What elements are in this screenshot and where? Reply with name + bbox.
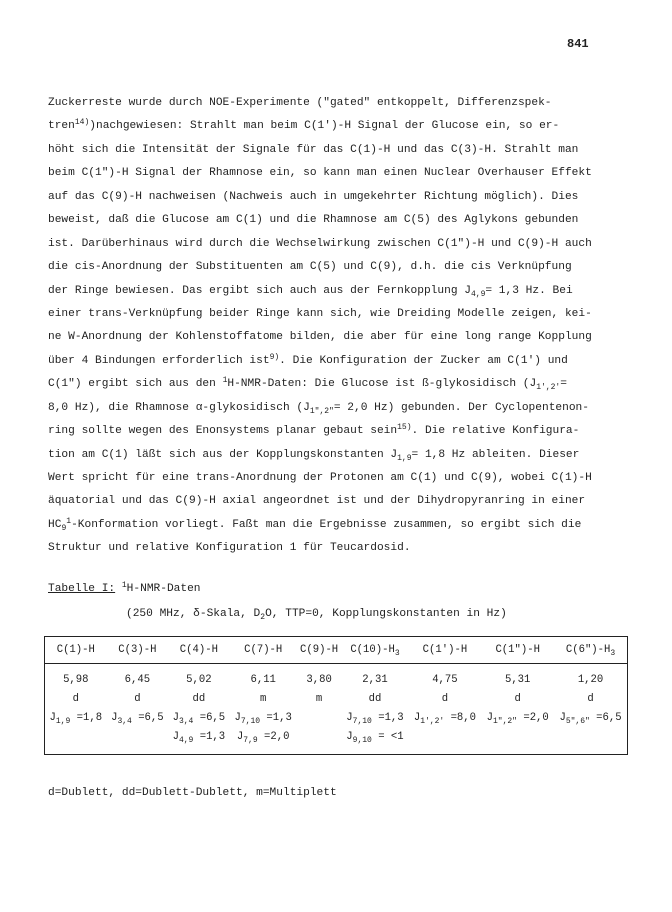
multiplicity-cell: d xyxy=(587,692,594,705)
multiplicity-cell: dd xyxy=(192,692,206,705)
table-row-couplings-2 xyxy=(45,727,628,755)
coupling-cell: $J_{7,10} =1,3$ xyxy=(346,711,404,726)
shift-cell: 6,45 xyxy=(124,673,151,686)
coupling-cell: $J_{4,9} =1,3$ xyxy=(172,730,226,745)
table-title: $^1$H-NMR-Daten xyxy=(121,581,201,595)
table-row-multiplicities xyxy=(45,689,628,708)
coupling-cell: $J_{9,10} = <1$ xyxy=(346,730,404,745)
paragraph-line: tion am C(1) läßt sich aus der Kopplungskonstanten $J_{1,9}= 1,8$ Hz ableiten. Dieser xyxy=(48,448,580,463)
coupling-cell xyxy=(297,708,342,727)
column-header: C(1')-H xyxy=(409,637,482,664)
multiplicity-cell: d xyxy=(514,692,521,705)
paragraph-line: einer trans-Verknüpfung beider Ringe kann sich, wie Dreiding Modelle zeigen, kei- xyxy=(48,307,592,320)
shift-cell: 5,02 xyxy=(186,673,212,686)
paragraph-line: beim C(1")-H Signal der Rhamnose ein, so kann man einen Nuclear Overhauser Effekt xyxy=(48,167,592,180)
coupling-cell: $J_{3,4} =6,5$ xyxy=(172,711,226,726)
paragraph-line: ring sollte wegen des Enonsystems planar gebaut sein$^{15)}$. Die relative Konfigura- xyxy=(48,423,580,438)
coupling-cell: $J_{1',2'} =8,0$ xyxy=(413,711,477,726)
paragraph-line: Struktur und relative Konfiguration 1 für Teucardosid. xyxy=(48,542,411,555)
page-number: 841 xyxy=(567,37,589,51)
column-header: $C(10)-H_3$ xyxy=(341,637,408,664)
shift-cell: 6,11 xyxy=(250,673,276,686)
paragraph-line: tren$^{14)}$)nachgewiesen: Strahlt man beim C(1')-H Signal der Glucose ein, so er- xyxy=(48,118,560,133)
column-header: C(7)-H xyxy=(230,637,297,664)
multiplicity-cell: m xyxy=(315,692,323,705)
table-header-row xyxy=(45,637,628,664)
shift-cell: 2,31 xyxy=(362,673,388,686)
table-subtitle: (250 MHz, δ-Skala, $D_2O$, TTP=0, Kopplungskonstanten in Hz) xyxy=(126,608,507,622)
paragraph-line: $HC_9^1$-Konformation vorliegt. Faßt man die Ergebnisse zusammen, so ergibt sich die xyxy=(48,516,582,533)
column-header: C(4)-H xyxy=(168,637,230,664)
shift-cell: 4,75 xyxy=(432,673,458,686)
paragraph-line: der Ringe bewiesen. Das ergibt sich auch aus der Fernkopplung $J_{4,9}= 1,3$ Hz. Bei xyxy=(48,284,573,299)
shift-cell: 1,20 xyxy=(577,673,604,686)
paragraph-line: beweist, daß die Glucose am C(1) und die Rhamnose am C(5) des Aglykons gebunden xyxy=(48,214,579,227)
coupling-cell: $J_{1",2"} =2,0$ xyxy=(486,711,549,726)
table-legend: d=Dublett, dd=Dublett-Dublett, m=Multiplett xyxy=(48,787,337,799)
paragraph-line: äquatorial und das C(9)-H axial angeordnet ist und der Dihydropyranring in einer xyxy=(48,495,586,508)
paragraph-line: höht sich die Intensität der Signale für das C(1)-H und das C(3)-H. Strahlt man xyxy=(48,143,579,156)
coupling-cell xyxy=(409,727,482,755)
table-caption xyxy=(48,583,201,595)
coupling-cell xyxy=(297,727,342,755)
coupling-cell xyxy=(45,727,107,755)
multiplicity-cell: d xyxy=(72,692,79,705)
shift-cell: 3,80 xyxy=(306,673,332,686)
multiplicity-cell: m xyxy=(260,692,267,705)
table-label: Tabelle I: xyxy=(48,583,116,595)
table-row-shifts xyxy=(45,664,628,690)
nmr-data-table xyxy=(44,636,628,755)
coupling-cell: $J_{1,9} =1,8$ xyxy=(49,711,103,726)
paragraph-line: 8,0 Hz), die Rhamnose α-glykosidisch ($J_{1",2"}= 2,0$ Hz) gebunden. Der Cyclopentenon- xyxy=(48,401,589,416)
coupling-cell xyxy=(554,727,627,755)
coupling-cell: $J_{7,10} =1,3$ xyxy=(234,711,292,726)
paragraph-line: die cis-Anordnung der Substituenten am C(5) und C(9), d.h. die cis Verknüpfung xyxy=(48,261,572,274)
paragraph-line: auf das C(9)-H nachweisen (Nachweis auch in umgekehrter Richtung möglich). Dies xyxy=(48,190,579,203)
multiplicity-cell: d xyxy=(441,692,449,705)
column-header: C(9)-H xyxy=(297,637,342,664)
column-header: C(3)-H xyxy=(107,637,169,664)
paragraph-line: ne W-Anordnung der Kohlenstoffatome bilden, die aber für eine long range Kopplung xyxy=(48,331,592,344)
body-paragraph xyxy=(48,92,628,561)
shift-cell: 5,98 xyxy=(63,673,89,686)
paragraph-line: ist. Darüberhinaus wird durch die Wechselwirkung zwischen C(1")-H und C(9)-H auch xyxy=(48,237,592,250)
paragraph-line: über 4 Bindungen erforderlich ist$^{9)}$. Die Konfiguration der Zucker am C(1') und xyxy=(48,352,568,367)
column-header: C(1")-H xyxy=(481,637,554,664)
paragraph-line: C(1") ergibt sich aus den $^1$H-NMR-Daten: Die Glucose ist ß-glykosidisch ($J_{1',2'}=$ xyxy=(48,376,567,393)
shift-cell: 5,31 xyxy=(504,673,531,686)
paragraph-line: Wert spricht für eine trans-Anordnung der Protonen am C(1) und C(9), wobei C(1)-H xyxy=(48,472,592,484)
multiplicity-cell: dd xyxy=(368,692,382,705)
coupling-cell: $J_{3,4} =6,5$ xyxy=(111,711,164,726)
paragraph-line: Zuckerreste wurde durch NOE-Experimente ("gated" entkoppelt, Differenzspek- xyxy=(48,97,552,109)
table-row-couplings-1 xyxy=(45,708,628,727)
coupling-cell: $J_{7,9} =2,0$ xyxy=(236,730,290,745)
column-header: C(1)-H xyxy=(45,637,107,664)
multiplicity-cell: d xyxy=(134,692,141,705)
coupling-cell xyxy=(107,727,169,755)
coupling-cell xyxy=(481,727,554,755)
column-header: $C(6")-H_3$ xyxy=(554,637,627,664)
coupling-cell: $J_{5",6"} =6,5$ xyxy=(559,711,622,726)
